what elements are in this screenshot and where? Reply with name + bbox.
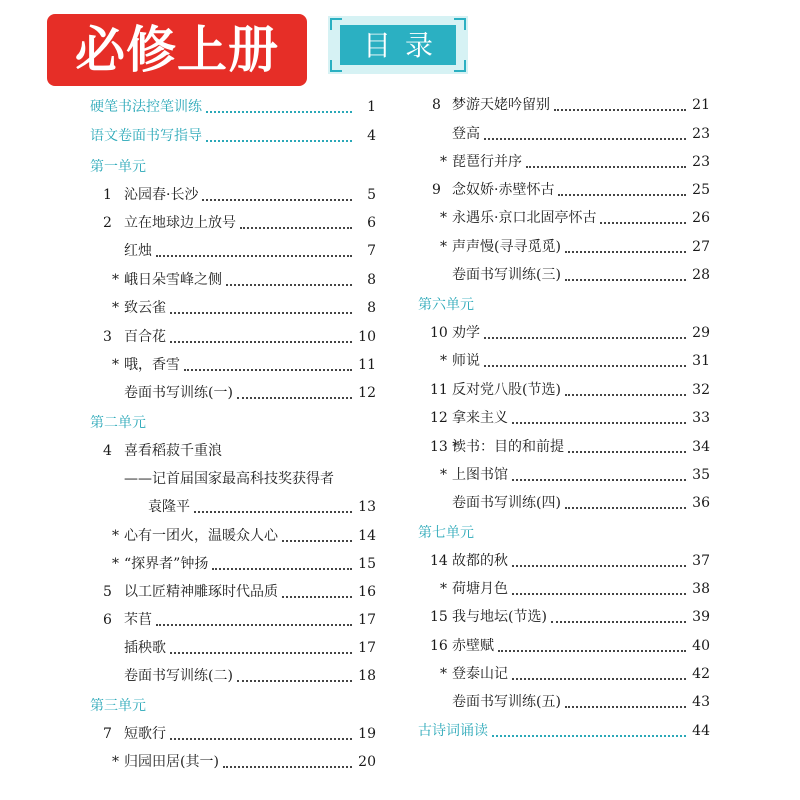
entry-title: 声声慢(寻寻觅觅) [452, 239, 561, 255]
page-number: 14 [358, 528, 376, 544]
page-number: 8 [367, 300, 376, 316]
toc-entry [430, 551, 710, 571]
entry-title: 荷塘月色 [452, 581, 508, 597]
entry-title: 插秧歌 [124, 640, 166, 656]
entry-title: 卷面书写训练(二) [124, 668, 233, 684]
toc-entry [418, 721, 710, 741]
toc-entry [432, 95, 710, 115]
dot-leader [484, 364, 686, 367]
dot-leader [484, 137, 686, 140]
toc-entry [440, 237, 710, 257]
dot-leader [551, 620, 686, 623]
unit-title: 第二单元 [90, 415, 146, 431]
dot-leader [206, 139, 352, 142]
optional-marker: * [112, 528, 119, 544]
toc-entry [103, 441, 376, 461]
page-number: 4 [367, 128, 376, 144]
entry-title: 登高 [452, 126, 480, 142]
optional-marker: * [440, 666, 447, 682]
dot-leader [202, 198, 352, 201]
toc-entry [440, 152, 710, 172]
dot-leader [565, 506, 686, 509]
dot-leader [282, 595, 352, 598]
page-number: 15 [358, 556, 376, 572]
page-number: 8 [367, 272, 376, 288]
toc-entry [440, 579, 710, 599]
page-number: 19 [358, 726, 376, 742]
entry-title: 卷面书写训练(三) [452, 267, 561, 283]
toc-entry [430, 408, 710, 428]
toc-entry [124, 666, 376, 686]
dot-leader [184, 368, 352, 371]
page-number: 35 [692, 467, 710, 483]
dot-leader [498, 649, 686, 652]
entry-title: 心有一团火，温暖众人心 [124, 528, 278, 544]
unit-heading [90, 696, 376, 716]
page-number: 28 [692, 267, 710, 283]
toc-entry [452, 124, 710, 144]
unit-heading [418, 523, 710, 543]
dot-leader [600, 221, 686, 224]
entry-title: 沁园春·长沙 [124, 187, 199, 203]
dot-leader [484, 336, 686, 339]
page-number: 20 [358, 754, 376, 770]
book-title-badge [47, 14, 307, 86]
toc-entry [103, 724, 376, 744]
optional-marker: * [112, 556, 119, 572]
entry-title: 赤壁赋 [452, 638, 494, 654]
entry-title: 红烛 [124, 243, 152, 259]
entry-title: 百合花 [124, 329, 166, 345]
entry-title: 古诗词诵读 [418, 723, 488, 739]
page-number: 37 [692, 553, 710, 569]
entry-title: 语文卷面书写指导 [90, 128, 202, 144]
toc-entry [430, 636, 710, 656]
toc-entry [103, 213, 376, 233]
page-number: 39 [692, 609, 710, 625]
entry-title: 卷面书写训练(五) [452, 694, 561, 710]
unit-title: 第一单元 [90, 159, 146, 175]
dot-leader [170, 340, 352, 343]
optional-marker: * [440, 210, 447, 226]
dot-leader [194, 510, 352, 513]
dot-leader [206, 110, 352, 113]
unit-heading [90, 157, 376, 177]
dot-leader [565, 250, 686, 253]
page-number: 1 [367, 99, 376, 115]
entry-title: “探界者”钟扬 [124, 556, 209, 572]
optional-marker: * [440, 581, 447, 597]
entry-title: 故都的秋 [452, 553, 508, 569]
page-number: 17 [358, 640, 376, 656]
toc-entry [124, 638, 376, 658]
toc-label-box [328, 16, 468, 74]
dot-leader [512, 677, 686, 680]
page-number: 12 [358, 385, 376, 401]
dot-leader [237, 679, 352, 682]
page-number: 7 [367, 243, 376, 259]
toc-entry [148, 497, 376, 517]
dot-leader [156, 254, 352, 257]
toc-entry [112, 752, 376, 772]
toc-entry [90, 97, 376, 117]
page-number: 26 [692, 210, 710, 226]
unit-heading [90, 413, 376, 433]
lesson-number: 14 [430, 553, 448, 569]
page-number: 5 [367, 187, 376, 203]
dot-leader [568, 450, 686, 453]
toc-label-panel [340, 25, 456, 65]
entry-title: 致云雀 [124, 300, 166, 316]
dot-leader [170, 737, 352, 740]
dot-leader [565, 278, 686, 281]
optional-marker: * [440, 467, 447, 483]
unit-heading [418, 295, 710, 315]
dot-leader [282, 539, 352, 542]
page-number: 34 [692, 439, 710, 455]
page-number: 18 [358, 668, 376, 684]
toc-entry [90, 126, 376, 146]
dot-leader [156, 623, 352, 626]
dot-leader [565, 393, 686, 396]
entry-title: 上图书馆 [452, 467, 508, 483]
toc-entry [452, 493, 710, 513]
entry-title: 梦游天姥吟留别 [452, 97, 550, 113]
toc-entry [440, 465, 710, 485]
entry-title: 拿来主义 [452, 410, 508, 426]
entry-title: 归园田居(其一) [124, 754, 219, 770]
dot-leader [212, 567, 352, 570]
entry-title: ——记首届国家最高科技奖获得者 [124, 471, 334, 487]
lesson-number: 3 [103, 329, 112, 345]
toc-entry [112, 526, 376, 546]
entry-title: 念奴娇·赤壁怀古 [452, 182, 555, 198]
page-number: 32 [692, 382, 710, 398]
unit-title: 第三单元 [90, 698, 146, 714]
dot-leader [512, 564, 686, 567]
toc-entry [440, 351, 710, 371]
lesson-number: 9 [432, 182, 441, 198]
entry-title: 反对党八股(节选) [452, 382, 561, 398]
optional-marker: * [112, 357, 119, 373]
lesson-number: 12 [430, 410, 448, 426]
entry-title: 永遇乐·京口北固亭怀古 [452, 210, 597, 226]
page-number: 42 [692, 666, 710, 682]
toc-entry [452, 265, 710, 285]
dot-leader [512, 592, 686, 595]
dot-leader [226, 283, 352, 286]
lesson-number: 1 [103, 187, 112, 203]
entry-title: 哦，香雪 [124, 357, 180, 373]
page-number: 44 [692, 723, 710, 739]
optional-marker: * [112, 272, 119, 288]
entry-title: 芣苢 [124, 612, 152, 628]
entry-title: 袁隆平 [148, 499, 190, 515]
page-number: 10 [358, 329, 376, 345]
dot-leader [240, 226, 352, 229]
optional-marker: * [440, 353, 447, 369]
entry-title: 卷面书写训练(一) [124, 385, 233, 401]
entry-title: 卷面书写训练(四) [452, 495, 561, 511]
book-title: 必修上册 [75, 21, 279, 79]
lesson-number: 4 [103, 443, 112, 459]
dot-leader [237, 396, 352, 399]
entry-title: 登泰山记 [452, 666, 508, 682]
toc-entry [430, 607, 710, 627]
lesson-number: 2 [103, 215, 112, 231]
toc-label: 目录 [362, 29, 447, 62]
toc-entry [432, 180, 710, 200]
toc-entry [430, 323, 710, 343]
dot-leader [558, 193, 686, 196]
toc-entry [112, 298, 376, 318]
entry-title: 读书：目的和前提 [452, 439, 564, 455]
optional-marker: * [112, 754, 119, 770]
optional-marker: * [440, 154, 447, 170]
page-number: 16 [358, 584, 376, 600]
toc-entry [112, 554, 376, 574]
page-number: 27 [692, 239, 710, 255]
dot-leader [223, 765, 352, 768]
page-number: 38 [692, 581, 710, 597]
page-number: 40 [692, 638, 710, 654]
dot-leader [170, 651, 352, 654]
toc-entry [430, 380, 710, 400]
toc-entry [112, 270, 376, 290]
dot-leader [170, 311, 352, 314]
page-number: 21 [692, 97, 710, 113]
entry-title: 立在地球边上放号 [124, 215, 236, 231]
toc-entry [103, 610, 376, 630]
toc-entry [440, 208, 710, 228]
optional-marker: * [112, 300, 119, 316]
entry-title: 喜看稻菽千重浪 [124, 443, 222, 459]
page-number: 36 [692, 495, 710, 511]
entry-title: 以工匠精神雕琢时代品质 [124, 584, 278, 600]
entry-title: 硬笔书法控笔训练 [90, 99, 202, 115]
page-number: 29 [692, 325, 710, 341]
lesson-number: 11 [430, 382, 448, 398]
page-number: 6 [367, 215, 376, 231]
toc-entry [103, 327, 376, 347]
page-number: 17 [358, 612, 376, 628]
toc-entry [124, 241, 376, 261]
optional-marker: * [440, 239, 447, 255]
toc-entry [452, 692, 710, 712]
page-number: 33 [692, 410, 710, 426]
dot-leader [512, 421, 686, 424]
toc-entry [430, 437, 710, 457]
toc-entry [103, 582, 376, 602]
dot-leader [512, 478, 686, 481]
toc-entry [103, 185, 376, 205]
lesson-number: 13 * [430, 439, 460, 455]
page-number: 43 [692, 694, 710, 710]
entry-title: 劝学 [452, 325, 480, 341]
lesson-number: 15 [430, 609, 448, 625]
page-number: 31 [692, 353, 710, 369]
lesson-number: 7 [103, 726, 112, 742]
entry-title: 琵琶行并序 [452, 154, 522, 170]
page-number: 11 [358, 357, 376, 373]
dot-leader [554, 108, 686, 111]
entry-title: 峨日朵雪峰之侧 [124, 272, 222, 288]
dot-leader [492, 734, 686, 737]
entry-title: 短歌行 [124, 726, 166, 742]
toc-entry [124, 469, 376, 489]
lesson-number: 8 [432, 97, 441, 113]
toc-entry [124, 383, 376, 403]
toc-entry [112, 355, 376, 375]
page-number: 25 [692, 182, 710, 198]
lesson-number: 6 [103, 612, 112, 628]
entry-title: 师说 [452, 353, 480, 369]
unit-title: 第七单元 [418, 525, 474, 541]
page-number: 23 [692, 154, 710, 170]
lesson-number: 10 [430, 325, 448, 341]
lesson-number: 16 [430, 638, 448, 654]
page-number: 23 [692, 126, 710, 142]
toc-entry [440, 664, 710, 684]
dot-leader [565, 705, 686, 708]
unit-title: 第六单元 [418, 297, 474, 313]
dot-leader [526, 165, 686, 168]
page-number: 13 [358, 499, 376, 515]
lesson-number: 5 [103, 584, 112, 600]
entry-title: 我与地坛(节选) [452, 609, 547, 625]
